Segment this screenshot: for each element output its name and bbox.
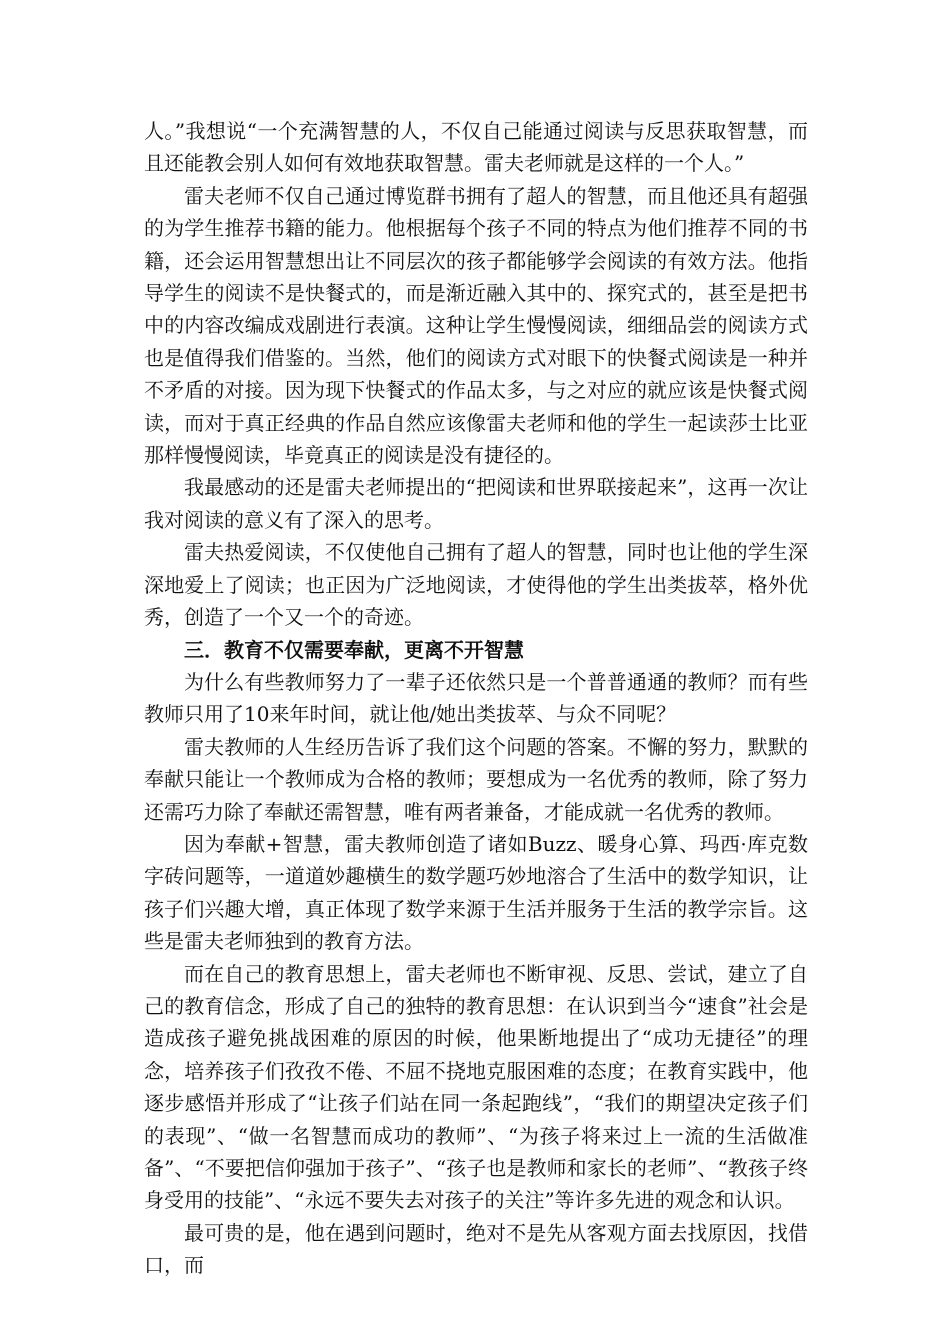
paragraph-answer: 雷夫教师的人生经历告诉了我们这个问题的答案。不懈的努力，默默的奉献只能让一个教师成为合格的教师；要想成为一名优秀的教师，除了努力还需巧力除了奉献还需智慧，唯有两者兼备，才能成就一名优秀的教师。: [144, 734, 808, 824]
document-body: [144, 115, 808, 1282]
paragraph-reading-world: 我最感动的还是雷夫老师提出的“把阅读和世界联接起来”，这再一次让我对阅读的意义有了深入的思考。: [144, 475, 808, 532]
paragraph-education-ideas: 而在自己的教育思想上，雷夫老师也不断审视、反思、尝试，建立了自己的教育信念，形成了自己的独特的教育思想：在认识到当今“速食”社会是造成孩子避免挑战困难的原因的时候，他果断地提出了“成功无捷径”的理念，培养孩子们孜孜不倦、不屈不挠地克服困难的态度；在教育实践中，他逐步感悟并形成了“让孩子们站在同一条起跑线”，“我们的期望决定孩子们的表现”、“做一名智慧而成功的教师”、“为孩子将来过上一流的生活做准备”、“不要把信仰强加于孩子”、“孩子也是教师和家长的老师”、“教孩子终身受用的技能”、“永远不要失去对孩子的关注”等许多先进的观念和认识。: [144, 961, 808, 1213]
paragraph-math-methods: 因为奉献+智慧，雷夫教师创造了诸如Buzz、暖身心算、玛西·库克数字砖问题等，一道道妙趣横生的数学题巧妙地溶合了生活中的数学知识，让孩子们兴趣大增，真正体现了数学来源于生活并服务于生活的教学宗旨。这些是雷夫老师独到的教育方法。: [144, 831, 808, 954]
paragraph-problem-attitude: 最可贵的是，他在遇到问题时，绝对不是先从客观方面去找原因，找借口，而: [144, 1220, 808, 1278]
paragraph-question: 为什么有些教师努力了一辈子还依然只是一个普普通通的教师？而有些教师只用了10来年时间，就让他/她出类拔萃、与众不同呢？: [144, 669, 808, 727]
paragraph-reading-love: 雷夫热爱阅读，不仅使他自己拥有了超人的智慧，同时也让他的学生深深地爱上了阅读；也正因为广泛地阅读，才使得他的学生出类拔萃，格外优秀，创造了一个又一个的奇迹。: [144, 540, 808, 630]
paragraph-reading-method: 雷夫老师不仅自己通过博览群书拥有了超人的智慧，而且他还具有超强的为学生推荐书籍的能力。他根据每个孩子不同的特点为他们推荐不同的书籍，还会运用智慧想出让不同层次的孩子都能够学会阅读的有效方法。他指导学生的阅读不是快餐式的，而是渐近融入其中的、探究式的，甚至是把书中的内容改编成戏剧进行表演。这种让学生慢慢阅读，细细品尝的阅读方式也是值得我们借鉴的。当然，他们的阅读方式对眼下的快餐式阅读是一种并不矛盾的对接。因为现下快餐式的作品太多，与之对应的就应该是快餐式阅读，而对于真正经典的作品自然应该像雷夫老师和他的学生一起读莎士比亚那样慢慢阅读，毕竟真正的阅读是没有捷径的。: [144, 183, 808, 468]
paragraph-continuation: 人。”我想说“一个充满智慧的人，不仅自己能通过阅读与反思获取智慧，而且还能教会别人如何有效地获取智慧。雷夫老师就是这样的一个人。”: [144, 119, 808, 176]
section-heading: 三．教育不仅需要奉献，更离不开智慧: [184, 637, 524, 662]
